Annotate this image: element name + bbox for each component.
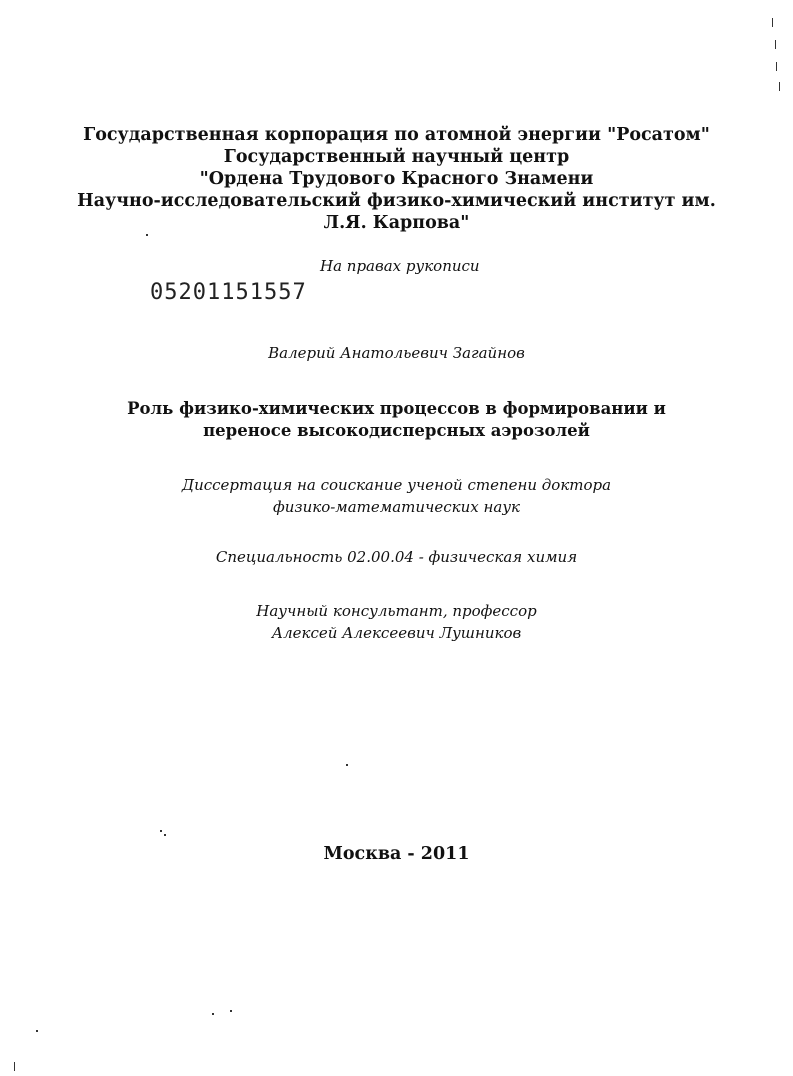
scan-speck <box>346 764 348 766</box>
title-line-1: Роль физико-химических процессов в формировании и <box>127 399 666 418</box>
scan-speck <box>14 1062 15 1071</box>
scan-speck <box>164 834 166 836</box>
author-name: Валерий Анатольевич Загайнов <box>268 344 525 362</box>
scan-speck <box>146 234 148 236</box>
dissertation-title <box>0 398 793 442</box>
adviser-name: Алексей Алексеевич Лушников <box>271 624 522 642</box>
organization-line-3: "Ордена Трудового Красного Знамени <box>199 169 594 189</box>
scan-speck <box>779 82 780 91</box>
registry-code: 05201151557 <box>150 280 307 305</box>
scan-speck <box>776 62 777 71</box>
scan-speck <box>775 40 776 49</box>
scan-speck <box>212 1013 214 1015</box>
organization-header <box>0 124 793 234</box>
scan-speck <box>230 1010 232 1012</box>
scan-speck <box>36 1030 38 1032</box>
title-line-2: переносе высокодисперсных аэрозолей <box>203 421 590 440</box>
adviser-role: Научный консультант, профессор <box>256 602 537 620</box>
city-year: Москва - 2011 <box>323 844 470 864</box>
organization-line-4: Научно-исследовательский физико-химический институт им. <box>77 191 716 211</box>
scan-speck <box>772 18 773 27</box>
organization-line-1: Государственная корпорация по атомной энергии "Росатом" <box>83 125 710 145</box>
organization-line-5: Л.Я. Карпова" <box>323 213 470 233</box>
scientific-adviser <box>0 600 793 644</box>
organization-line-2: Государственный научный центр <box>223 147 570 167</box>
scan-speck <box>160 830 162 832</box>
degree-statement <box>0 474 793 518</box>
degree-line-2: физико-математических наук <box>273 498 520 516</box>
specialty: Специальность 02.00.04 - физическая химия <box>215 548 578 566</box>
degree-line-1: Диссертация на соискание ученой степени доктора <box>181 476 612 494</box>
rights-note: На правах рукописи <box>320 257 480 275</box>
